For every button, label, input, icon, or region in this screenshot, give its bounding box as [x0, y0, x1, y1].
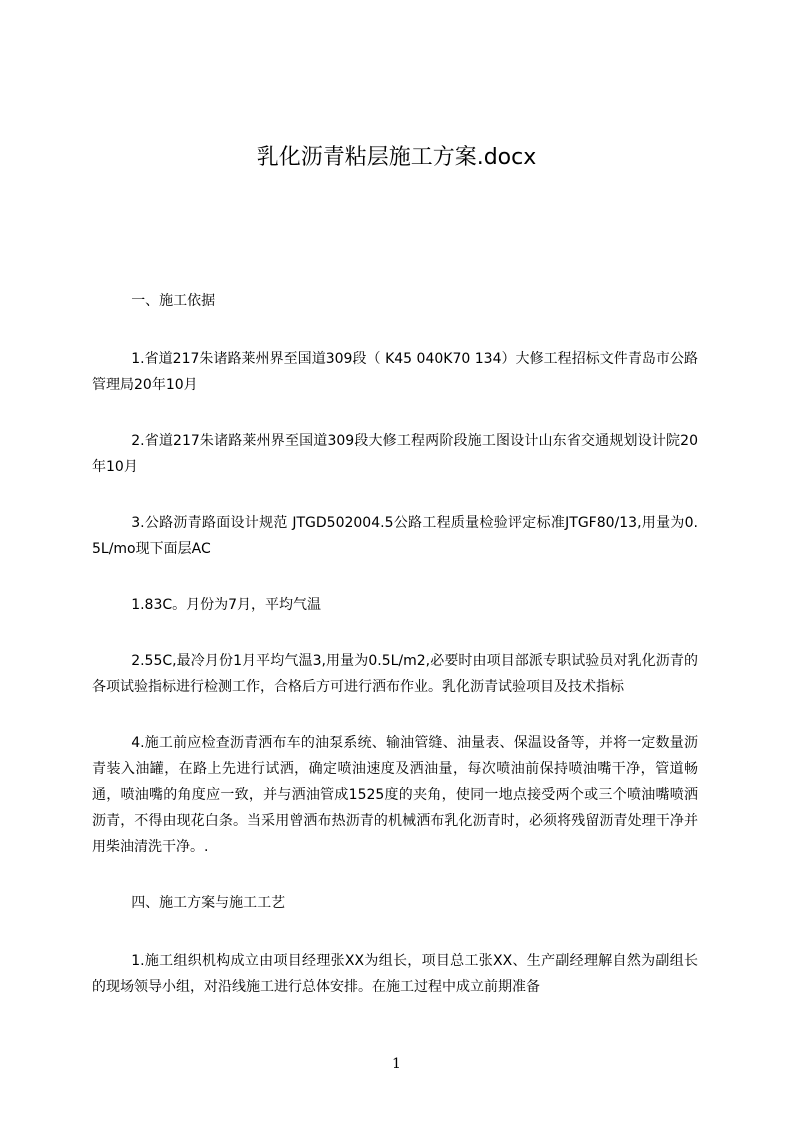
body-paragraph: 4.施工前应检查沥青洒布车的油泵系统、输油管缝、油量表、保温设备等，并将一定数量沥青装入油罐，在路上先进行试洒，确定喷油速度及洒油量，每次喷油前保持喷油嘴干净，管道畅通，喷油嘴的角度应一致，并与洒油管成1525度的夹角，使同一地点接受两个或三个喷油嘴喷洒沥青，不得由现花白条。当采用曾洒布热沥青的机械洒布乳化沥青时，必须将残留沥青处理干净并用柴油清洗干净。. [92, 735, 698, 855]
section-heading: 一、施工依据 [131, 293, 216, 309]
body-paragraph: 2.省道217朱诸路莱州界至国道309段大修工程两阶段施工图设计山东省交通规划设计院20年10月 [92, 433, 698, 475]
document-body [92, 288, 698, 1030]
body-paragraph: 1.83C。月份为7月，平均气温 [131, 597, 322, 613]
body-paragraph: 2.55C,最冷月份1月平均气温3,用量为0.5L/m2,必要时由项目部派专职试验员对乳化沥青的各项试验指标进行检测工作，合格后方可进行洒布作业。乳化沥青试验项目及技术指标 [92, 653, 698, 695]
body-paragraph: 3.公路沥青路面设计规范 JTGD502004.5公路工程质量检验评定标准JTGF80/13,用量为0.5L/mo现下面层AC [92, 515, 698, 557]
body-paragraph: 1.省道217朱诸路莱州界至国道309段（ K45 040K70 134）大修工程招标文件青岛市公路管理局20年10月 [92, 351, 698, 393]
document-title: 乳化沥青粘层施工方案.docx [256, 145, 537, 170]
section-heading: 四、施工方案与施工工艺 [131, 895, 286, 911]
page-number: 1 [392, 1056, 401, 1072]
body-paragraph: 1.施工组织机构成立由项目经理张XX为组长，项目总工张XX、生产副经理解自然为副组长的现场领导小组，对沿线施工进行总体安排。在施工过程中成立前期准备 [92, 953, 698, 995]
